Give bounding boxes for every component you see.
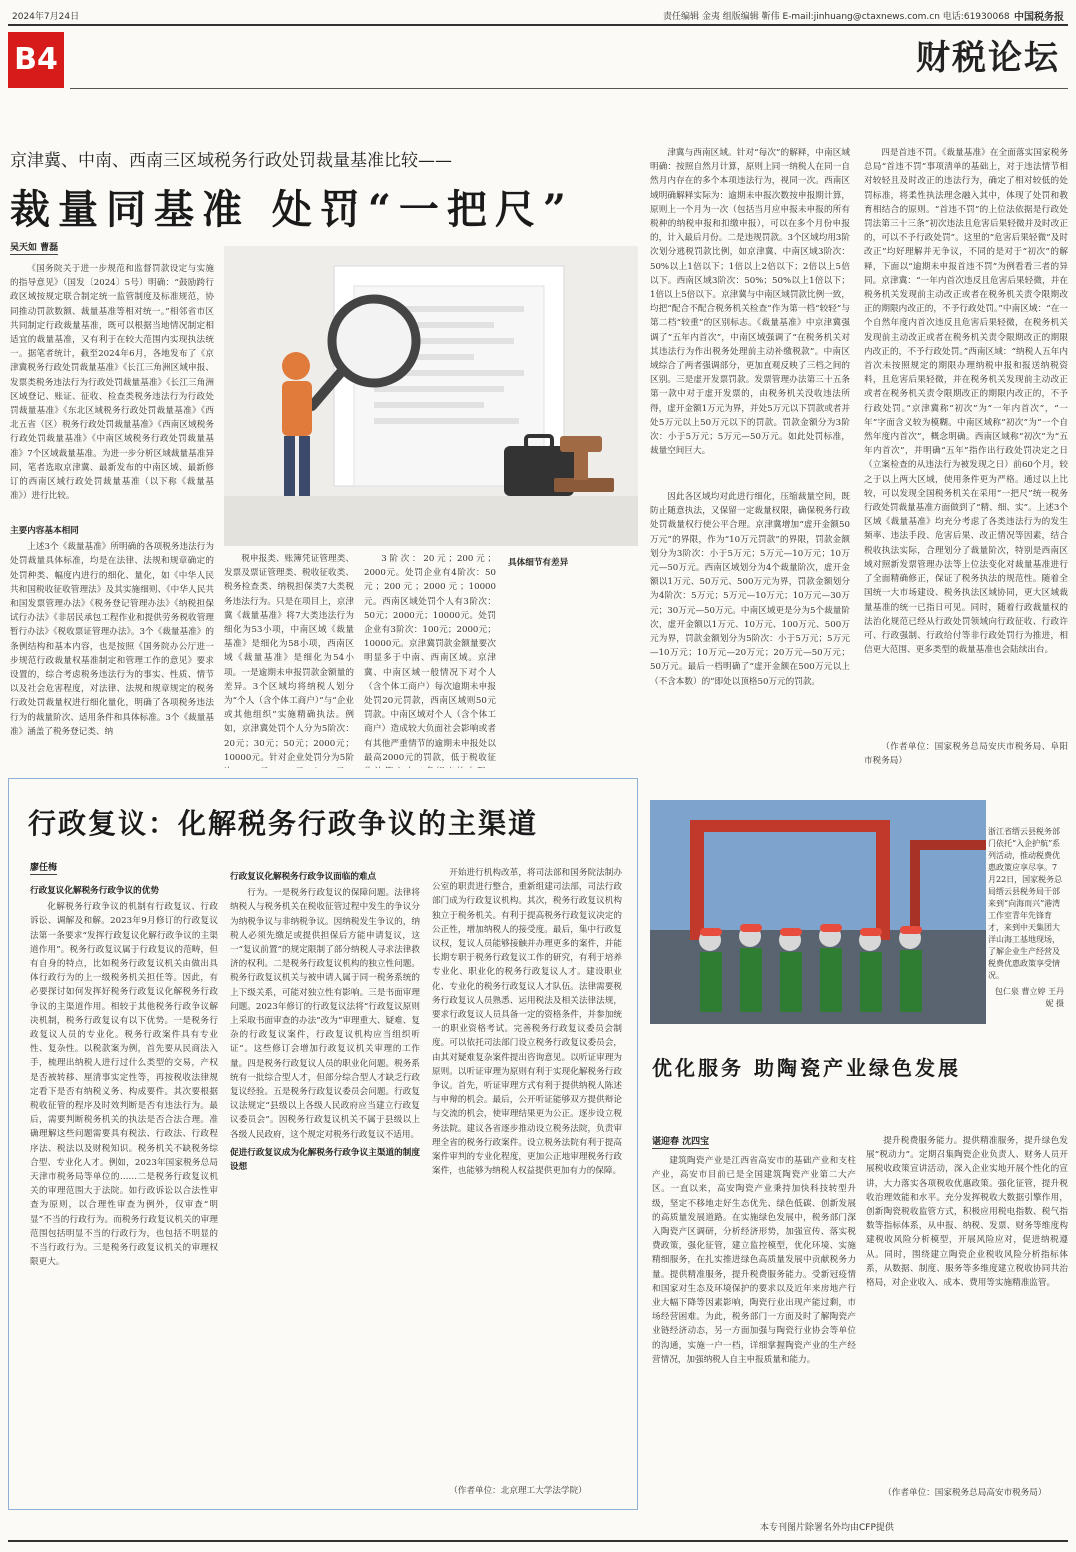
author-note: （作者单位：国家税务总局高安市税务局） bbox=[883, 1488, 1047, 1498]
page-header bbox=[8, 6, 1068, 24]
article2-subhead: 促进行政复议成为化解税务行政争议主渠道的制度设想 bbox=[230, 1147, 420, 1173]
article1-column-5 bbox=[650, 146, 850, 486]
author-note: （作者单位：北京理工大学法学院） bbox=[449, 1486, 587, 1496]
article3-paragraph: 建筑陶瓷产业是江西省高安市的基础产业和支柱产业，高安市目前已是全国建筑陶瓷产业第二大产区。一直以来，高安陶瓷产业秉持加快科技转型升级，坚定不移地走好生态优先、绿色低碳、创新发展的高质量发展道路。在实施绿色发展中，税务部门深入陶瓷产区调研，分析经济形势，加强宣传、落实税费政策，强化征管，建立监控模型，优化环境、实施精细服务，在扎实推进绿色高质量发展中贡献税务力量。提供精准服务，提升税费服务能力。受新冠疫情和国家对生态及环境保护的要求以及近年来房地产行业大幅下降等因素影响，陶瓷行业出现产能过剩，市场经营困难。为此，税务部门一方面及时了解陶瓷产业链经济动态，另一方面加强与陶瓷行业协会等单位的沟通，实施一户一档，详细掌握陶瓷产业的生产经营情况，加强纳税人自主申报质量和能力。 bbox=[652, 1156, 856, 1365]
article1-subhead: 主要内容基本相同 bbox=[10, 526, 79, 536]
article1-byline: 吴天如 曹磊 bbox=[10, 240, 58, 255]
article3-headline: 优化服务 助陶瓷产业绿色发展 bbox=[652, 1056, 961, 1080]
article1-paragraph: 因此各区域均对此进行细化，压缩裁量空间，既防止随意执法，又保留一定裁量权限，确保税务行政处罚裁量权行使公平合理。京津冀增加“虚开金额50万元”的界限，作为“10万元罚款”的界限，罚款金额划分为3阶次：小于5万元；5万元—10万元；10万元—50万元。西南区域划分为4个裁量阶次，虚开金额以1万元、50万元、500万元为界，罚款金额划分为4阶次：5万元；5万元—10万元；10万元—30万元；30万元—50万元。中南区域更是分为5个裁量阶次，虚开金额以1万元、10万元、100万元、500万元为界，罚款金额划分为5阶次：小于5万元；5万元—10万元；10万元—20万元；20万元—50万元；50万元。最后一档明确了“虚开金额在500万元以上（不含本数）的”即处以顶格50万元的罚款。 bbox=[650, 492, 850, 687]
header-rule bbox=[8, 24, 1068, 26]
article2-subhead: 行政复议化解税务行政争议面临的难点 bbox=[230, 872, 377, 882]
article1-paragraph: 津冀与西南区域。针对“每次”的解释，中南区域明确：按照自然月计算，原则上同一纳税人在同一自然月内存在的多个本项违法行为，视同一次。西南区域明确解释实际为：逾期未申报次数按申报期计算，原则上一个月为一次（包括当月应申报未申报的所有税种的纳税申报和扣缴申报），可以在多个月份申报的，计入最后月份。二是违规罚款。3个区域均用3阶次划分逃税罚款比例，如京津冀、中南区域3阶次：50%以上1倍以下；1倍以上2倍以下；2倍以上5倍以下。西南区域3阶次：50%；50%以上1倍以下；1倍以上5倍以下。京津冀与中南区域罚款比例一致，均把“配合不配合税务机关检查”作为第一档“较轻”与第二档“较重”的区别标志。《裁量基准》中京津冀强调了“五年内首次”，中南区域强调了“在税务机关对其违法行为作出税务处理前主动补缴税款”。中南区域综合了两者强调部分，更加直观反映了三档之间的区别。三是虚开发票罚款。发票管理办法第三十五条第一款中对于虚开发票的，由税务机关没收违法所得，虚开金额1万元为界，并处5万元以下罚款或者并处5万元以上50万元以下的罚款。罚款金额分为3阶次：小于5万元；5万元—50万元。如此处罚标准，裁量空间巨大。 bbox=[650, 148, 850, 457]
article2-headline: 行政复议：化解税务行政争议的主渠道 bbox=[28, 807, 539, 840]
article3-column-1 bbox=[652, 1154, 856, 1504]
magnifier-document-illustration bbox=[224, 246, 638, 546]
article3-author-note bbox=[866, 1486, 1068, 1504]
article1-column-1 bbox=[10, 262, 214, 516]
article1-column-7 bbox=[864, 146, 1068, 748]
paper-name: 中国税务报 bbox=[1014, 12, 1064, 23]
article1-kicker: 京津冀、中南、西南三区域税务行政处罚裁量基准比较—— bbox=[10, 151, 452, 171]
article1-column-4 bbox=[364, 552, 496, 768]
article1-paragraph: 3阶次：20元；200元；2000元。处罚企业有4阶次：50元；200元；2000元；10000元。西南区域处罚个人有3阶次：50元；2000元；10000元。处罚企业有3阶次：100元；2000元；10000元。京津冀罚款金额量要次明显多于中南、西南区域。京津冀、中南区域一般情况下对个人（含个体工商户）每次逾期未申报处罚20元罚款，西南区域则50元罚款。中南区域对个人（含个体工商户）造成较大负面社会影响或者有其他严重情节的逾期未申报处以最高2000元的罚款，低于税收征 bbox=[364, 554, 496, 763]
section-title: 财税论坛 bbox=[916, 38, 1060, 78]
article1-paragraph: 税申报类、账簿凭证管理类、发票及票证管理类、税收征收类、税务检查类、纳税担保类7大类税务违法行为。只是在项目上，京津冀《裁量基准》将7大类违法行为细化为53小项，中南区域《裁量基准》是细化为58小项，西南区域《裁量基准》是细化为54小项。一是逾期未申报罚款金额量的差异。3个区域均将纳税人划分为“个人（含个体工商户）”与“企业或其他组织”实施精确执法。例如，京津冀处罚个人分为5阶次：20元；30元；50元；2000元；10000元。针对企业处罚分为5阶 bbox=[224, 554, 354, 763]
article2-paragraph: 开始进行机构改革，将司法部和国务院法制办公室的职责进行整合，重新组建司法部，司法行政部门成为行政复议机构。其次，税务行政复议机构独立于税务机关。有利于提高税务行政复议决定的公正性，增加纳税人的接受度。最后，集中行政复议权，复议人员能够接触并办理更多的案件，并能长期专职于税务行政复议工作的研究，有利于培养专业化、职业化的税务行政复议人才。建设职业化、专业化的税务行政复议人才队伍。法律需要税务行政复议人员熟悉、运用税法及相关法律法规，要求行政复议人员具备一定的资格条件，并参加统一的职业资格考试。完善税务行政复议委员会制度。可以依托司法部门设立税务行政复议委员会，由其对疑难复杂案件提出咨询意见。以听证审理为原则。以听证审理为原则有利于实现化解税务行政争议。首先，听证审理方式有利于提供纳税人陈述与申辩的机会。最后，公开听证能够双方提供辩论与交流的机会，使审理结果更为公正。逐步设立税务法院。建议各省逐步推动设立税务法院，负责审理全省的税务行政案件。设立税务法院有利于提高案件审判的专业化程度，更加公正地审理税务行政案件，也能够为纳税人权益提供更加有力的保障。 bbox=[432, 868, 622, 1177]
article1-author-note bbox=[864, 740, 1068, 770]
article1-paragraph: 《国务院关于进一步规范和监督罚款设定与实施的指导意见》（国发〔2024〕5号）明确：“鼓励跨行政区域按规定联合制定统一监管制度及标准规范，协同推动罚款数额、裁量基准等相对统一。”相邻省市区共同制定行政裁量基准，既可以根据当地情况制定相适宜的裁量基准，又有利于在较大范围内实现执法统一。据笔者统计，截至2024年6月，各地发布了《京津冀税务行政处罚裁量基准》《长江三角洲区域申报、发票类税务违法行为行政处罚裁量基准》《长江三角洲区域登记、账证、征收、检查类税务违法行为行政处罚裁量基准》《东北区域税务行政处罚裁量基准》《西北五省（区）税务行政处罚裁量基准》《西南区域税务行政处罚裁量基准》《中南区域税务行政处罚裁量基准》7个区域裁量基准。为进一步分析区域裁量基准异同，笔者选取京津冀、最新发布的中南区域、最新修订的西南区域行政处罚裁量基准（以下称《裁量基准》）进行比较。 bbox=[10, 264, 214, 502]
article2-column-1 bbox=[30, 880, 218, 1500]
article3-column-2 bbox=[866, 1134, 1068, 1484]
issue-date: 2024年7月24日 bbox=[12, 12, 80, 22]
article1-paragraph: 上述3个《裁量基准》所明确的各项税务违法行为处罚裁量具体标准，均是在法律、法规和规章确定的处罚种类、幅度内进行的细化、量化，如《中华人民共和国税收征收管理法》及其实施细则、《中华人民共和国发票管理办法》《税务登记管理办法》《纳税担保试行办法》《非居民承包工程作业和提供劳务税收管理暂行办法》《税收票证管理办法》。3个《裁量基准》的条例结构和基本内容，也是按照《国务院办公厅进一步规范行政裁量权基准制定和管理工作的意见》要求设置的，综合考虑税务违法行为的事实、性质、情节以及社会危害程度，对法律、法规和规章规定的税务行政处罚裁量权进行细化量化，明确了各项税务违法行为的裁量阶次、适用条件和具体标准。3个《裁量基准》涵盖了税务登记类、纳 bbox=[10, 542, 214, 737]
article3-paragraph: 提升税费服务能力。提供精准服务，提升绿色发展“税动力”。定期召集陶瓷企业负责人、财务人员开展税收政策宣讲活动，深入企业实地开展个性化的宣讲，大力落实各项税收优惠政策。强化征管，提升税收治理效能和水平。充分发挥税收大数据引擎作用，创新陶瓷税收监管方式，积极应用税电指数、税气指数等指标体系，从申报、纳税、发票、财务等维度构建税收风险分析模型，开展风险应对，促进纳税遵从。同时，围绕建立陶瓷企业税收风险分析指标体系，从数据、制度、服务等多维度建立税收协同共治格局，对企业收入、成本、费用等实施精准监管。 bbox=[866, 1136, 1068, 1289]
page-number: B4 bbox=[8, 32, 64, 88]
article1-subhead: 具体细节有差异 bbox=[508, 558, 569, 568]
article2-column-3 bbox=[432, 866, 622, 1478]
article1-column-2 bbox=[10, 520, 214, 768]
photo-caption bbox=[988, 826, 1064, 1010]
article2-column-2 bbox=[230, 866, 420, 1500]
article2-subhead: 行政复议化解税务行政争议的优势 bbox=[30, 886, 159, 896]
article1-column-6 bbox=[650, 490, 850, 766]
article2-byline: 廖任梅 bbox=[30, 860, 57, 875]
section-rule bbox=[70, 88, 1068, 89]
article3-byline: 谌迎春 沈四宝 bbox=[652, 1134, 709, 1149]
editor-info: 责任编辑 金夷 组版编辑 靳伟 E-mail:jinhuang@ctaxnews.com.cn 电话:61930068 bbox=[663, 12, 1010, 22]
article1-column-3 bbox=[224, 552, 354, 768]
photographer: 包仁泉 曹立婷 王丹妮 摄 bbox=[994, 987, 1064, 1008]
author-note: （作者单位：国家税务总局安庆市税务局、阜阳市税务局） bbox=[864, 742, 1068, 767]
article2-paragraph: 行为。一是税务行政复议的保障问题。法律将纳税人与税务机关在税收征管过程中发生的争议分为纳税争议与非纳税争议。因纳税发生争议的，纳税人必须先缴足或提供担保后方能申请复议，这一“复议前置”的规定限制了部分纳税人寻求法律救济的权利。二是税务行政复议机构的独立性问题。税务行政复议机关与被申请人属于同一税务系统的上下级关系，可能对独立性有影响。三是书面审理问题。2023年修订的行政复议法将“行政复议原则上采取书面审查的办法”改为“审理重大、疑难、复杂的行政复议案件，行政复议机构应当组织听证”。这些修订会增加行政复议机关审理的工作量。四是税务行政复议人员的职业化问题。税务系统有一批综合型人才，但部分综合型人才缺乏行政复议经验。五是税务行政复议委员会问题。行政复议法规定“县级以上各级人民政府应当建立行政复议委员会”。因税务行政复议机关不属于县级以上各级人民政府，这个规定对税务行政复议不适用。 bbox=[230, 888, 420, 1140]
footer-note: 本专刊图片除署名外均由CFP提供 bbox=[760, 1523, 894, 1533]
article1-paragraph: 四是首违不罚。《裁量基准》在全面落实国家税务总局“首违不罚”事项清单的基础上，对于违法情节相对较轻且及时改正的违法行为，确定了相对较低的处罚标准，将柔性执法理念融入其中，体现了处罚和教育相结合的原则。“首违不罚”的上位法依据是行政处罚法第三十三条“初次违法且危害后果轻微并及时改正的，可以不予行政处罚”。这里的“危害后果轻微”及时改正”均好理解并无争议，不同的是对于“初次”的解释，下面以“逾期未申报首违不罚”为例看看三者的异同。京津冀：“一年内首次违反且危害后果轻微，并在税务机关发现前主动改正或者在税务机关责令限期改正的期限内改正的，不予行政处罚。”中南区域：“在一个自然年度内首次违反且危害后果轻微，在税务机关发现前主动改正或者在税务机关责令限期改正的期限内改正的，不予行政处罚。”西南区域：“纳税人五年内首次未按照规定的期限办理纳税申报和报送纳税资料，且危害后果轻微，并在税务机关发现前主动改正或者在税务机关责令限期改正的期限内改正的，不予行政处罚。”京津冀称“初次”为“一年内首次”，“一年”字面含义较为模糊。中南区域称“初次”为“一个自然年度内首次”，概念明确。西南区域称“初次”为“五年内首次”，并明确“五年”指作出行政处罚决定之日（立案检查的从违法行为被发现之日）前60个月，较之于以上两大区域，使用条件更为严格。通过以上比较，可以发现全国税务机关在采用“一把尺”统一税务行政处罚裁量基准方面做到了“精、细、实”。上述3个区域《裁量基准》均充分考虑了各类违法行为的发生频率、违法手段、危害后果、改正情况等因素，结合税收执法实际，合理划分了裁量阶次，特别是西南区域对照新发票管理办法等上位法变化对裁量基准进行了全面精确修正，保证了税务执法的规范性。随着全国统一大市场建设、税务执法区域协同，更大区域裁量基准的统一已指日可见。同时，随着行政裁量权的法治化规范已经从行政处罚领域向行政征收、行政许可、行政强制、行政给付等非行政处罚行为推进，相信更大范围、更多类型的裁量基准也会陆续出台。 bbox=[864, 148, 1068, 656]
article2-paragraph: 化解税务行政争议的机制有行政复议、行政诉讼、调解及和解。2023年9月修订的行政复议法第一条要求“发挥行政复议化解行政争议的主渠道作用”。税务行政复议属于行政复议的范畴，但有自身的特点，比如税务行政复议机关由做出具体行政行为的上一级税务机关担任等。因此，有必要探讨如何发挥好税务行政复议化解税务行政争议的主渠道作用。相较于其他税务行政争议解决机制，税务行政复议有以下优势。一是税务行政复议人员的专业化。税务行政案件具有专业性、复杂性。以税款案为例，首先要从民商法入手，梳理出纳税人进行过什么类型的交易，产权是否被转移、厘清事实定性等，再按税收法律规定看下是否有纳税义务、构成要件。其次要根据税收征管的程序及时效判断是否有违法行为。最后，需要判断税务机关的执法是否合法合理。准确理解这些问题需要具有税法、行政法、行政程序法、税法以及财税知识。税务机关不缺税务综合型、专业化人才。例如，2023年国家税务总局天津市税务局等单位的……二是税务行政复议机关的审理范围大于法院。如行政诉讼以合法性审查为原则，以合理性审查为例外，仅审查“明显”不当的行政行为。而税务行政复议机关的审理范围包括明显不当的行政行为，也包括不明显的不当行政行为。三是税务行政复议机关的审理权限更大。 bbox=[30, 902, 218, 1268]
caption-text: 浙江省缙云县税务部门依托“入企护航”系列活动，推动税费优惠政策应享尽享。7月22日，国家税务总局缙云县税务局干部来到“向海而兴”港湾工作室青年先锋育才，来到中天集团大洋山海工基地现场，了解企业生产经营及税费优惠政策享受情况。 bbox=[988, 827, 1063, 980]
bottom-rule bbox=[8, 1540, 1068, 1542]
article1-headline: 裁量同基准 处罚“一把尺” bbox=[10, 186, 574, 233]
article1-column-4b bbox=[508, 552, 640, 768]
article1-illustration bbox=[224, 246, 638, 546]
article2-author-note bbox=[432, 1484, 622, 1502]
